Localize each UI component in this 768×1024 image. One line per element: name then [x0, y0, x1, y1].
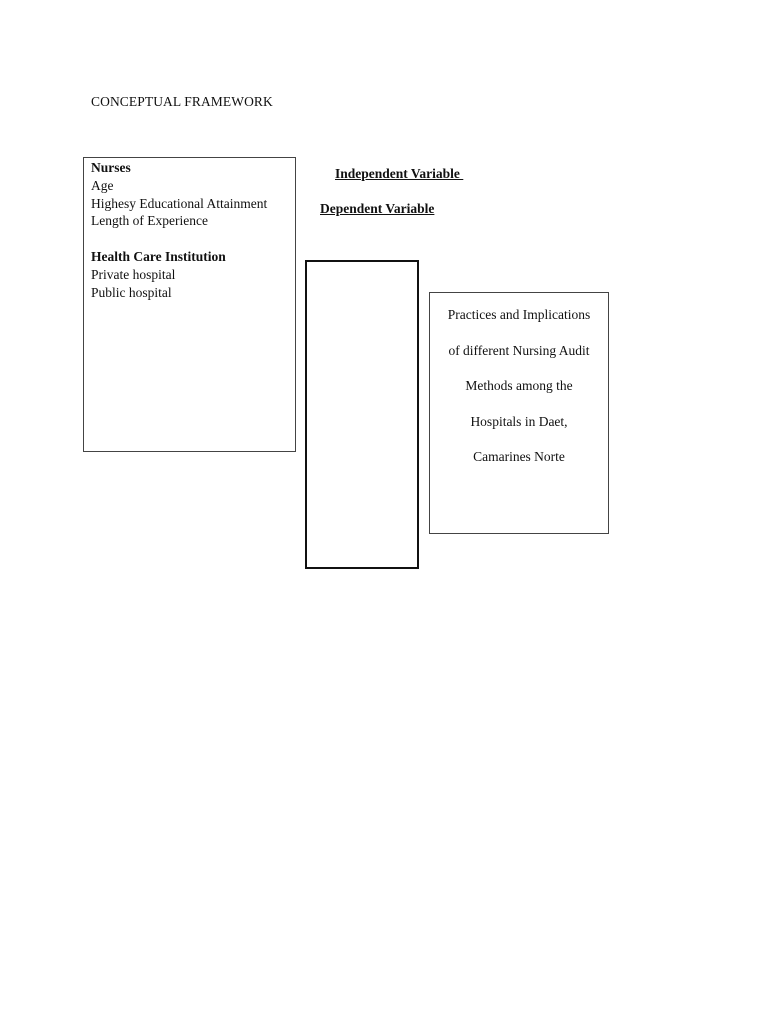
- page-title: CONCEPTUAL FRAMEWORK: [91, 94, 273, 109]
- variable-length-of-experience: Length of Experience: [91, 213, 208, 229]
- independent-variable-heading: Independent Variable: [335, 166, 464, 181]
- variable-public-hospital: Public hospital: [91, 284, 172, 300]
- dependent-line: Hospitals in Daet,: [470, 413, 568, 429]
- group-title-nurses: Nurses: [91, 160, 131, 175]
- dependent-variable-box: [429, 292, 609, 534]
- dependent-line: of different Nursing Audit: [448, 342, 590, 358]
- variable-age: Age: [91, 177, 114, 193]
- group-spacer: [91, 230, 295, 248]
- empty-connector-box: [305, 260, 419, 569]
- independent-variables-box: [83, 157, 296, 452]
- dependent-line: Practices and Implications: [447, 307, 591, 322]
- group-title-health-care-institution: Health Care Institution: [91, 249, 226, 265]
- dependent-line: Camarines Norte: [473, 449, 565, 465]
- dependent-line: Methods among the: [465, 378, 573, 394]
- variable-private-hospital: Private hospital: [91, 266, 176, 282]
- dependent-variable-heading: Dependent Variable: [320, 201, 435, 216]
- variable-educational-attainment: Highesy Educational Attainment: [91, 195, 268, 211]
